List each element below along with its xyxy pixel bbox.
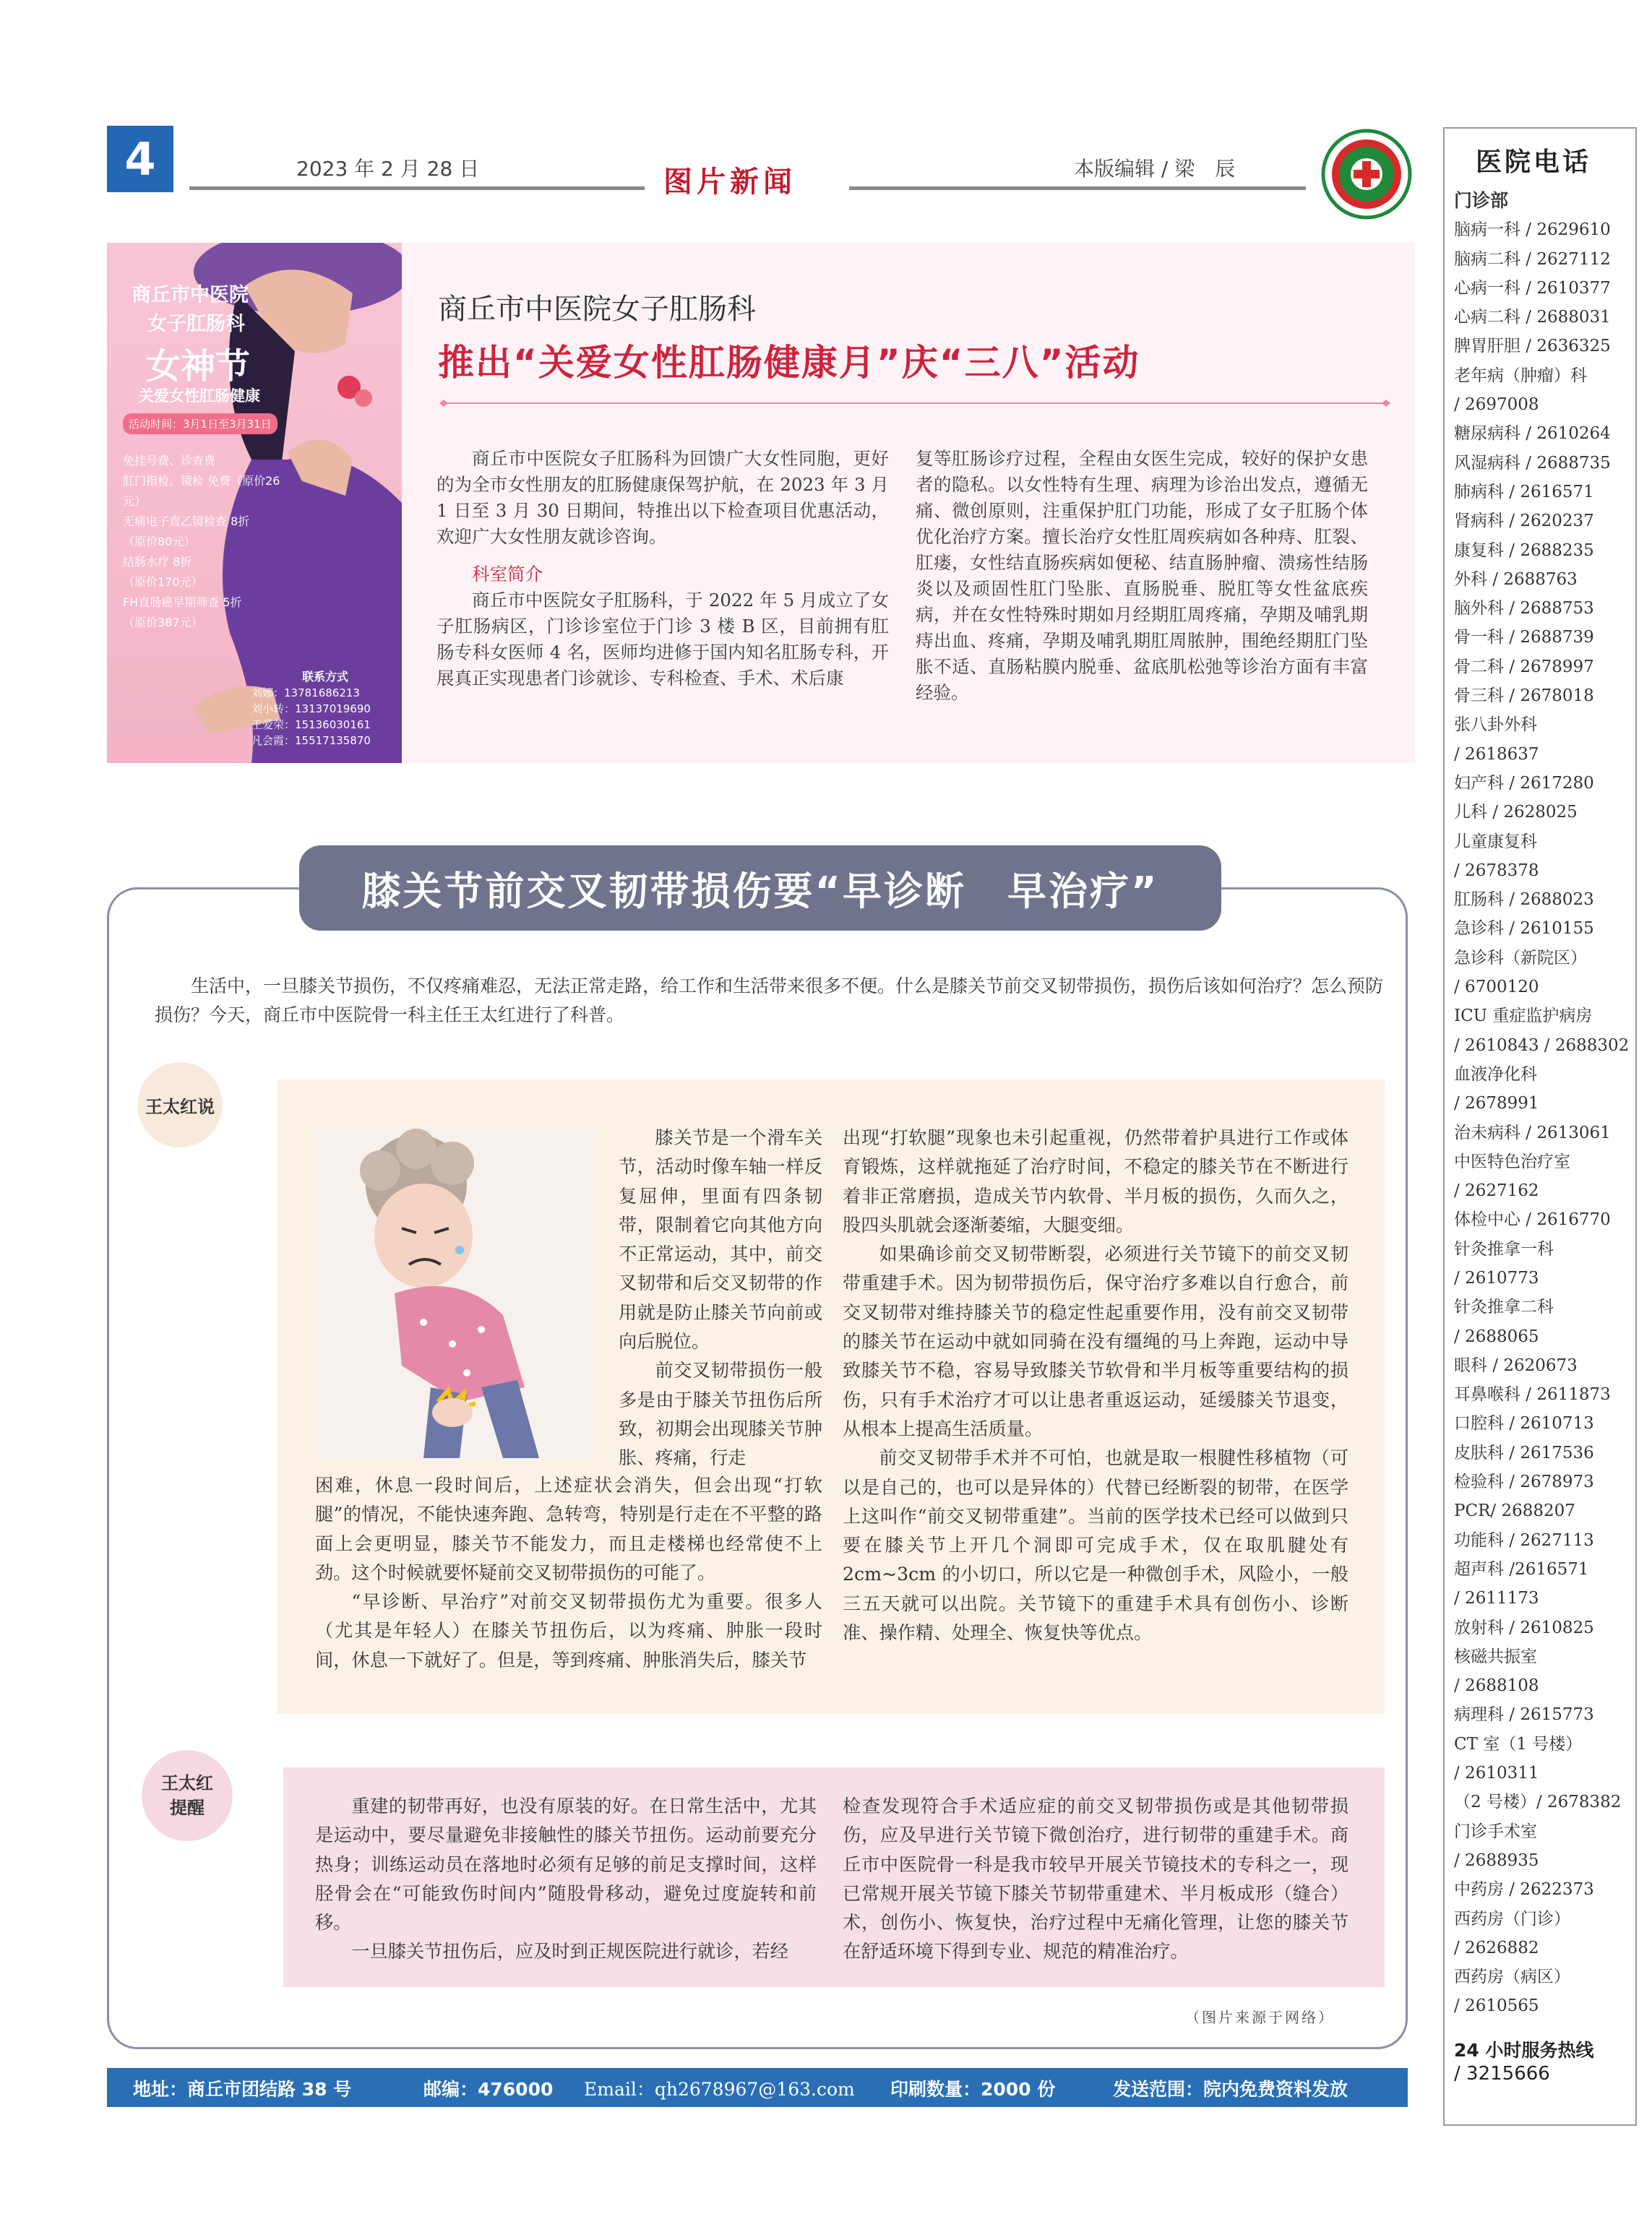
poster-contact: 刘小转：13137019690 — [251, 702, 371, 715]
poster-offer: 肛门指检、镜检 免费（原价26元） — [123, 474, 280, 508]
directory-entry: 门诊手术室 — [1454, 1822, 1537, 1841]
directory-entry: PCR/ 2688207 — [1454, 1501, 1575, 1521]
poster-offers — [123, 451, 282, 633]
directory-entry: 急诊科（新院区） — [1454, 948, 1587, 968]
article2-column1-bottom — [315, 1471, 822, 1675]
article2-column2 — [843, 1124, 1348, 1647]
directory-entry: 口腔科 / 2610713 — [1454, 1414, 1594, 1434]
directory-entry: CT 室（1 号楼） — [1454, 1734, 1583, 1754]
directory-entry: 超声科 /2616571 — [1454, 1559, 1589, 1579]
poster-title4: 关爱女性肛肠健康 — [139, 387, 260, 405]
directory-entry: 治未病科 / 2613061 — [1454, 1123, 1611, 1142]
reminder-paragraph: 重建的韧带再好，也没有原装的好。在日常生活中，尤其是运动中，要尽量避免非接触性的膝关节扭伤。运动前要充分热身；训练运动员在落地时必须有足够的前足支撑时间，这样胫骨会在“可能致伤时间内”随股骨移动，避免过度旋转和前移。 — [315, 1796, 817, 1934]
directory-entry: 检验科 / 2678973 — [1454, 1473, 1594, 1492]
directory-entry: 肾病科 / 2620237 — [1454, 512, 1594, 531]
directory-entry: / 2610773 — [1454, 1268, 1539, 1288]
article2-intro: 生活中，一旦膝关节损伤，不仅疼痛难忍，无法正常走路，给工作和生活带来很多不便。什么是膝关节前交叉韧带损伤，损伤后该如何治疗？怎么预防损伤？今天，商丘市中医院骨一科主任王太红进行了科普。 — [155, 975, 1384, 1025]
header-rule-left — [189, 186, 645, 190]
directory-entry: 心病一科 / 2610377 — [1454, 278, 1611, 298]
promo-poster — [107, 243, 402, 763]
article2-headline: 膝关节前交叉韧带损伤要“早诊断 早治疗” — [299, 845, 1221, 931]
footer-postcode: 邮编：476000 — [423, 2079, 554, 2100]
directory-entry: 老年病（肿瘤）科 — [1454, 366, 1587, 385]
directory-entry: 糖尿病科 / 2610264 — [1454, 424, 1611, 444]
footer-email: Email：qh2678967@163.com — [584, 2079, 855, 2100]
article1-title-line1: 商丘市中医院女子肛肠科 — [438, 293, 756, 326]
poster-offer: 无痛电子直乙镜检查 8折 — [123, 514, 250, 528]
image-source-note: （图片来源于网络） — [1185, 2009, 1335, 2026]
directory-entry: 针灸推拿一科 — [1454, 1239, 1554, 1259]
hotline-number: / 3215666 — [1454, 2063, 1550, 2085]
directory-entry: 急诊科 / 2610155 — [1454, 919, 1594, 939]
reminder-label-line2: 提醒 — [170, 1798, 205, 1818]
article1-title-line2: 推出“关爱女性肛肠健康月”庆“三八”活动 — [438, 342, 1140, 384]
hospital-logo — [1321, 129, 1412, 220]
poster-contact: 凡会霞：15517135870 — [251, 734, 371, 747]
reminder-paragraph: 一旦膝关节扭伤后，应及时到正规医院进行就诊，若经 — [351, 1941, 788, 1962]
poster-offer: （原价170元） — [123, 575, 203, 589]
poster-offer: FH直肠癌早期筛查 5折 — [123, 595, 242, 609]
page-editor: 本版编辑 / 梁 辰 — [1074, 157, 1236, 181]
article1-paragraph: 复等肛肠诊疗过程，全程由女医生完成，较好的保护女患者的隐私。以女性特有生理、病理为诊治出发点，遵循无痛、微创原则，注重保护肛门功能，形成了女子肛肠个体优化治疗方案。擅长治疗女性肛周疾病如各种痔、肛裂、肛瘘，女性结直肠疾病如便秘、结直肠肿瘤、溃疡性结肠炎以及顽固性肛门坠胀、直肠脱垂、脱肛等女性盆底疾病，并在女性特殊时期如月经期肛周疼痛，孕期及哺乳期痔出血、疼痛，孕期及哺乳期肛周脓肿，围绝经期肛门坠胀不适、直肠粘膜内脱垂、盆底肌松弛等诊治方面有丰富经验。 — [916, 448, 1368, 703]
sidebar-title: 医院电话 — [1476, 147, 1592, 177]
poster-title3: 女神节 — [146, 346, 251, 387]
article2-paragraph: 前交叉韧带损伤一般多是由于膝关节扭伤后所致，初期会出现膝关节肿胀、疼痛，行走 — [619, 1360, 822, 1469]
directory-entry: 西药房（门诊） — [1454, 1909, 1570, 1929]
poster-contact-title: 联系方式 — [302, 670, 349, 684]
directory-entry: 中医特色治疗室 — [1454, 1152, 1570, 1171]
directory-entry: 西药房（病区） — [1454, 1968, 1570, 1987]
directory-entry: 放射科 / 2610825 — [1454, 1618, 1594, 1637]
directory-entry: 眼科 / 2620673 — [1454, 1356, 1578, 1375]
reminder-label — [142, 1750, 233, 1841]
reminder-column1 — [315, 1792, 817, 1967]
poster-contact: 刘娜：13781686213 — [251, 686, 360, 699]
poster-offer: （原价80元） — [123, 535, 196, 548]
directory-entry: / 2626882 — [1454, 1938, 1539, 1957]
directory-entry: 肺病科 / 2616571 — [1454, 482, 1594, 501]
poster-offer: （原价387元） — [123, 616, 203, 629]
directory-entry: / 2697008 — [1454, 395, 1539, 415]
heart-divider — [438, 396, 1392, 410]
directory-entry: / 2627162 — [1454, 1181, 1539, 1201]
directory-entry: 血液净化科 — [1454, 1064, 1537, 1084]
directory-entry: 骨二科 / 2678997 — [1454, 657, 1594, 676]
footer-print-count: 印刷数量：2000 份 — [890, 2079, 1056, 2100]
directory-entry: / 6700120 — [1454, 978, 1539, 997]
reminder-column2 — [843, 1792, 1348, 1967]
directory-entry: / 2610843 / 2688302 — [1454, 1035, 1630, 1055]
reminder-label-line1: 王太红 — [161, 1773, 213, 1793]
directory-heading: 门诊部 — [1454, 190, 1509, 211]
directory-entry: / 2688935 — [1454, 1850, 1539, 1870]
header-rule-right — [849, 186, 1306, 190]
directory-entry: 体检中心 / 2616770 — [1454, 1210, 1611, 1230]
directory-entry: 脑病一科 / 2629610 — [1454, 220, 1611, 240]
reminder-paragraph: 检查发现符合手术适应症的前交叉韧带损伤或是其他韧带损伤，应及早进行关节镜下微创治疗，进行韧带的重建手术。商丘市中医院骨一科是我市较早开展关节镜技术的专科之一，现已常规开展关节镜下膝关节韧带重建术、半月板成形（缝合）术，创伤小、恢复快，治疗过程中无痛化管理，让您的膝关节在舒适环境下得到专业、规范的精准治疗。 — [843, 1796, 1348, 1962]
article2-column1-top — [619, 1124, 822, 1473]
directory-entry: / 2688108 — [1454, 1676, 1539, 1696]
poster-title2: 女子肛肠科 — [147, 313, 245, 335]
directory-entry: 中药房 / 2622373 — [1454, 1880, 1594, 1900]
phone-directory — [1454, 186, 1635, 2021]
directory-entry: 心病二科 / 2688031 — [1454, 308, 1611, 327]
directory-entry: / 2611173 — [1454, 1589, 1539, 1608]
article2-paragraph: “早诊断、早治疗”对前交叉韧带损伤尤为重要。很多人（尤其是年轻人）在膝关节扭伤后，以为疼痛、肿胀一段时间，休息一下就好了。但是，等到疼痛、肿胀消失后，膝关节 — [315, 1591, 822, 1671]
directory-entry: 脑外科 / 2688753 — [1454, 599, 1594, 619]
directory-entry: 针灸推拿二科 — [1454, 1298, 1554, 1317]
directory-entry: 功能科 / 2627113 — [1454, 1530, 1594, 1550]
directory-entry: 儿科 / 2628025 — [1454, 803, 1578, 822]
directory-entry: 肛肠科 / 2688023 — [1454, 890, 1594, 910]
directory-entry: （2 号楼）/ 2678382 — [1454, 1793, 1622, 1812]
issue-date: 2023 年 2 月 28 日 — [296, 157, 480, 181]
poster-offer: 结肠水疗 8折 — [123, 555, 192, 569]
directory-entry: / 2688065 — [1454, 1327, 1539, 1346]
poster-offer: 免挂号费、诊查费 — [123, 454, 216, 468]
directory-entry: / 2678991 — [1454, 1094, 1539, 1113]
directory-entry: 脾胃肝胆 / 2636325 — [1454, 337, 1611, 356]
footer-bar — [107, 2068, 1408, 2107]
poster-period: 活动时间：3月1日至3月31日 — [123, 413, 278, 434]
footer-distribution: 发送范围：院内免费资料发放 — [1113, 2079, 1348, 2100]
directory-entry: / 2618637 — [1454, 744, 1539, 764]
directory-entry: 张八卦外科 — [1454, 715, 1537, 735]
directory-entry: 耳鼻喉科 / 2611873 — [1454, 1385, 1611, 1405]
article2-paragraph: 困难，休息一段时间后，上述症状会消失，但会出现“打软腿”的情况，不能快速奔跑、急转弯，特别是行走在不平整的路面上会更明显，膝关节不能发力，而且走楼梯也经常使不上劲。这个时候就要怀疑前交叉韧带损伤的可能了。 — [315, 1475, 822, 1583]
directory-entry: 风湿病科 / 2688735 — [1454, 453, 1611, 473]
footer-address: 地址：商丘市团结路 38 号 — [133, 2079, 352, 2100]
article2-paragraph: 膝关节是一个滑车关节，活动时像车轴一样反复屈伸，里面有四条韧带，限制着它向其他方向不正常运动，其中，前交叉韧带和后交叉韧带的作用就是防止膝关节向前或向后脱位。 — [619, 1127, 822, 1353]
poster-title1: 商丘市中医院 — [132, 284, 249, 306]
page-number: 4 — [107, 126, 173, 192]
article1-column1 — [436, 446, 889, 691]
directory-entry: 外科 / 2688763 — [1454, 569, 1578, 589]
directory-entry: / 2610565 — [1454, 1996, 1539, 2016]
article1-subhead: 科室简介 — [472, 564, 543, 585]
article1-paragraph: 商丘市中医院女子肛肠科，于 2022 年 5 月成立了女子肛肠病区，门诊诊室位于门诊 3 楼 B 区，目前拥有肛肠专科女医师 4 名，医师均进修于国内知名肛肠专科，开展真正实现患者门诊就诊、专科检查、手术、术后康 — [436, 590, 889, 689]
directory-entry: 皮肤科 / 2617536 — [1454, 1443, 1594, 1462]
directory-entry: 病理科 / 2615773 — [1454, 1705, 1594, 1725]
article2-paragraph: 出现“打软腿”现象也未引起重视，仍然带着护具进行工作或体育锻炼，这样就拖延了治疗时间，不稳定的膝关节在不断进行着非正常磨损，造成关节内软骨、半月板的损伤，久而久之，股四头肌就会逐渐萎缩，大腿变细。 — [843, 1127, 1348, 1236]
directory-entry: 儿童康复科 — [1454, 832, 1537, 851]
knee-pain-illustration — [315, 1127, 595, 1458]
article2-paragraph: 前交叉韧带手术并不可怕，也就是取一根腱性移植物（可以是自己的，也可以是异体的）代替已经断裂的韧带，在医学上这叫作“前交叉韧带重建”。当前的医学技术已经可以做到只要在膝关节上开几个洞即可完成手术，仅在取肌腱处有 2cm~3cm 的小切口，所以它是一种微创手术，风险小，一般三五天就可以出院。关节镜下的重建手术具有创伤小、诊断准、操作精、处理全、恢复快等优点。 — [843, 1447, 1348, 1644]
article1-column2 — [916, 446, 1368, 706]
directory-entry: 脑病二科 / 2627112 — [1454, 249, 1611, 269]
directory-entry: 妇产科 / 2617280 — [1454, 773, 1594, 793]
directory-entry: / 2610311 — [1454, 1764, 1539, 1783]
directory-entry: ICU 重症监护病房 — [1454, 1007, 1593, 1026]
reminder-label-line — [161, 1771, 213, 1820]
poster-contacts — [251, 685, 371, 749]
directory-entry: 骨三科 / 2678018 — [1454, 686, 1594, 706]
directory-entry: / 2678378 — [1454, 861, 1539, 880]
section-title: 图片新闻 — [663, 165, 796, 199]
directory-entry: 康复科 / 2688235 — [1454, 540, 1594, 560]
article2-paragraph: 如果确诊前交叉韧带断裂，必须进行关节镜下的前交叉韧带重建手术。因为韧带损伤后，保守治疗多难以自行愈合，前交叉韧带对维持膝关节的稳定性起重要作用，没有前交叉韧带的膝关节在运动中就如同骑在没有缰绳的马上奔跑，运动中导致膝关节不稳，容易导致膝关节软骨和半月板等重要结构的损伤，只有手术治疗才可以让患者重返运动，延缓膝关节退变，从根本上提高生活质量。 — [843, 1244, 1348, 1439]
hotline-label: 24 小时服务热线 — [1454, 2040, 1594, 2061]
directory-entry: 核磁共振室 — [1454, 1647, 1537, 1666]
article1-paragraph: 商丘市中医院女子肛肠科为回馈广大女性同胞，更好的为全市女性朋友的肛肠健康保驾护航，在 2023 年 3 月 1 日至 3 月 30 日期间，特推出以下检查项目优惠活动，欢迎广大女性朋友就诊咨询。 — [436, 448, 889, 547]
poster-contact: 王爱荣：15136030161 — [251, 718, 371, 731]
directory-entry: 骨一科 / 2688739 — [1454, 628, 1594, 647]
speaker-label: 王太红说 — [137, 1062, 223, 1147]
